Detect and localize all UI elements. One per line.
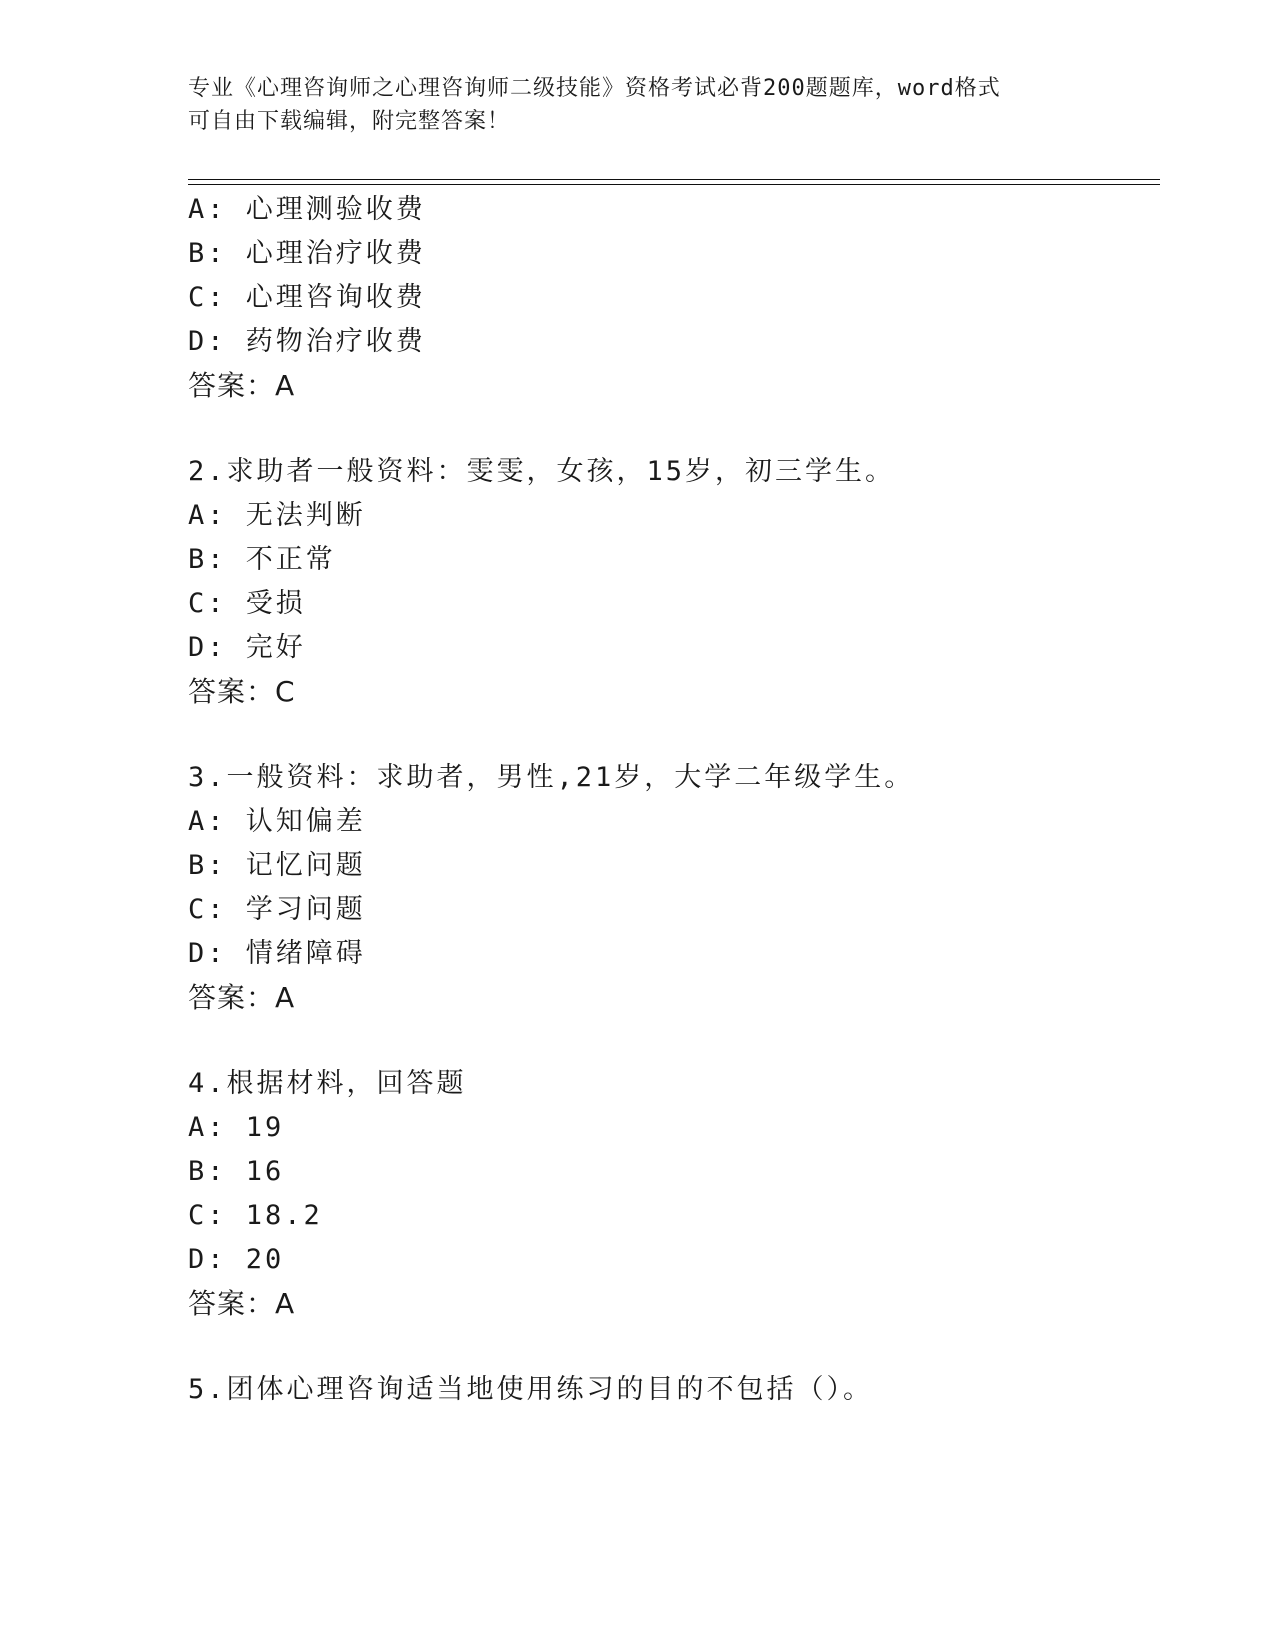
q3-option-a: A: 认知偏差 <box>188 806 366 837</box>
q4-option-c: C: 18.2 <box>188 1200 323 1231</box>
q1-answer: 答案：A <box>188 369 296 402</box>
q2-answer: 答案：C <box>188 675 296 708</box>
q4-option-a: A: 19 <box>188 1112 285 1143</box>
q2-option-c: C: 受损 <box>188 588 306 619</box>
q4-option-b: B: 16 <box>188 1156 285 1187</box>
q3-option-b: B: 记忆问题 <box>188 850 366 881</box>
q1-option-a: A: 心理测验收费 <box>188 194 426 225</box>
q2-option-a: A: 无法判断 <box>188 500 366 531</box>
q1-option-c: C: 心理咨询收费 <box>188 282 426 313</box>
document-header <box>188 72 1088 138</box>
q4-stem: 4.根据材料，回答题 <box>188 1068 467 1099</box>
q1-option-b: B: 心理治疗收费 <box>188 238 426 269</box>
q2-stem: 2.求助者一般资料：雯雯，女孩，15岁，初三学生。 <box>188 456 896 487</box>
q2-option-d: D: 完好 <box>188 632 306 663</box>
q4-option-d: D: 20 <box>188 1244 285 1275</box>
header-divider-bottom <box>188 184 1160 185</box>
q3-answer: 答案：A <box>188 981 296 1014</box>
q4-answer: 答案：A <box>188 1287 296 1320</box>
q2-option-b: B: 不正常 <box>188 544 336 575</box>
q3-option-c: C: 学习问题 <box>188 894 366 925</box>
q1-option-d: D: 药物治疗收费 <box>188 326 426 357</box>
header-line-1: 专业《心理咨询师之心理咨询师二级技能》资格考试必背200题题库，word格式 <box>188 76 1001 101</box>
header-line-2: 可自由下载编辑，附完整答案！ <box>188 109 511 134</box>
q3-option-d: D: 情绪障碍 <box>188 938 366 969</box>
header-divider-top <box>188 179 1160 180</box>
q5-stem: 5.团体心理咨询适当地使用练习的目的不包括（）。 <box>188 1374 874 1405</box>
q3-stem: 3.一般资料：求助者，男性,21岁，大学二年级学生。 <box>188 762 915 793</box>
